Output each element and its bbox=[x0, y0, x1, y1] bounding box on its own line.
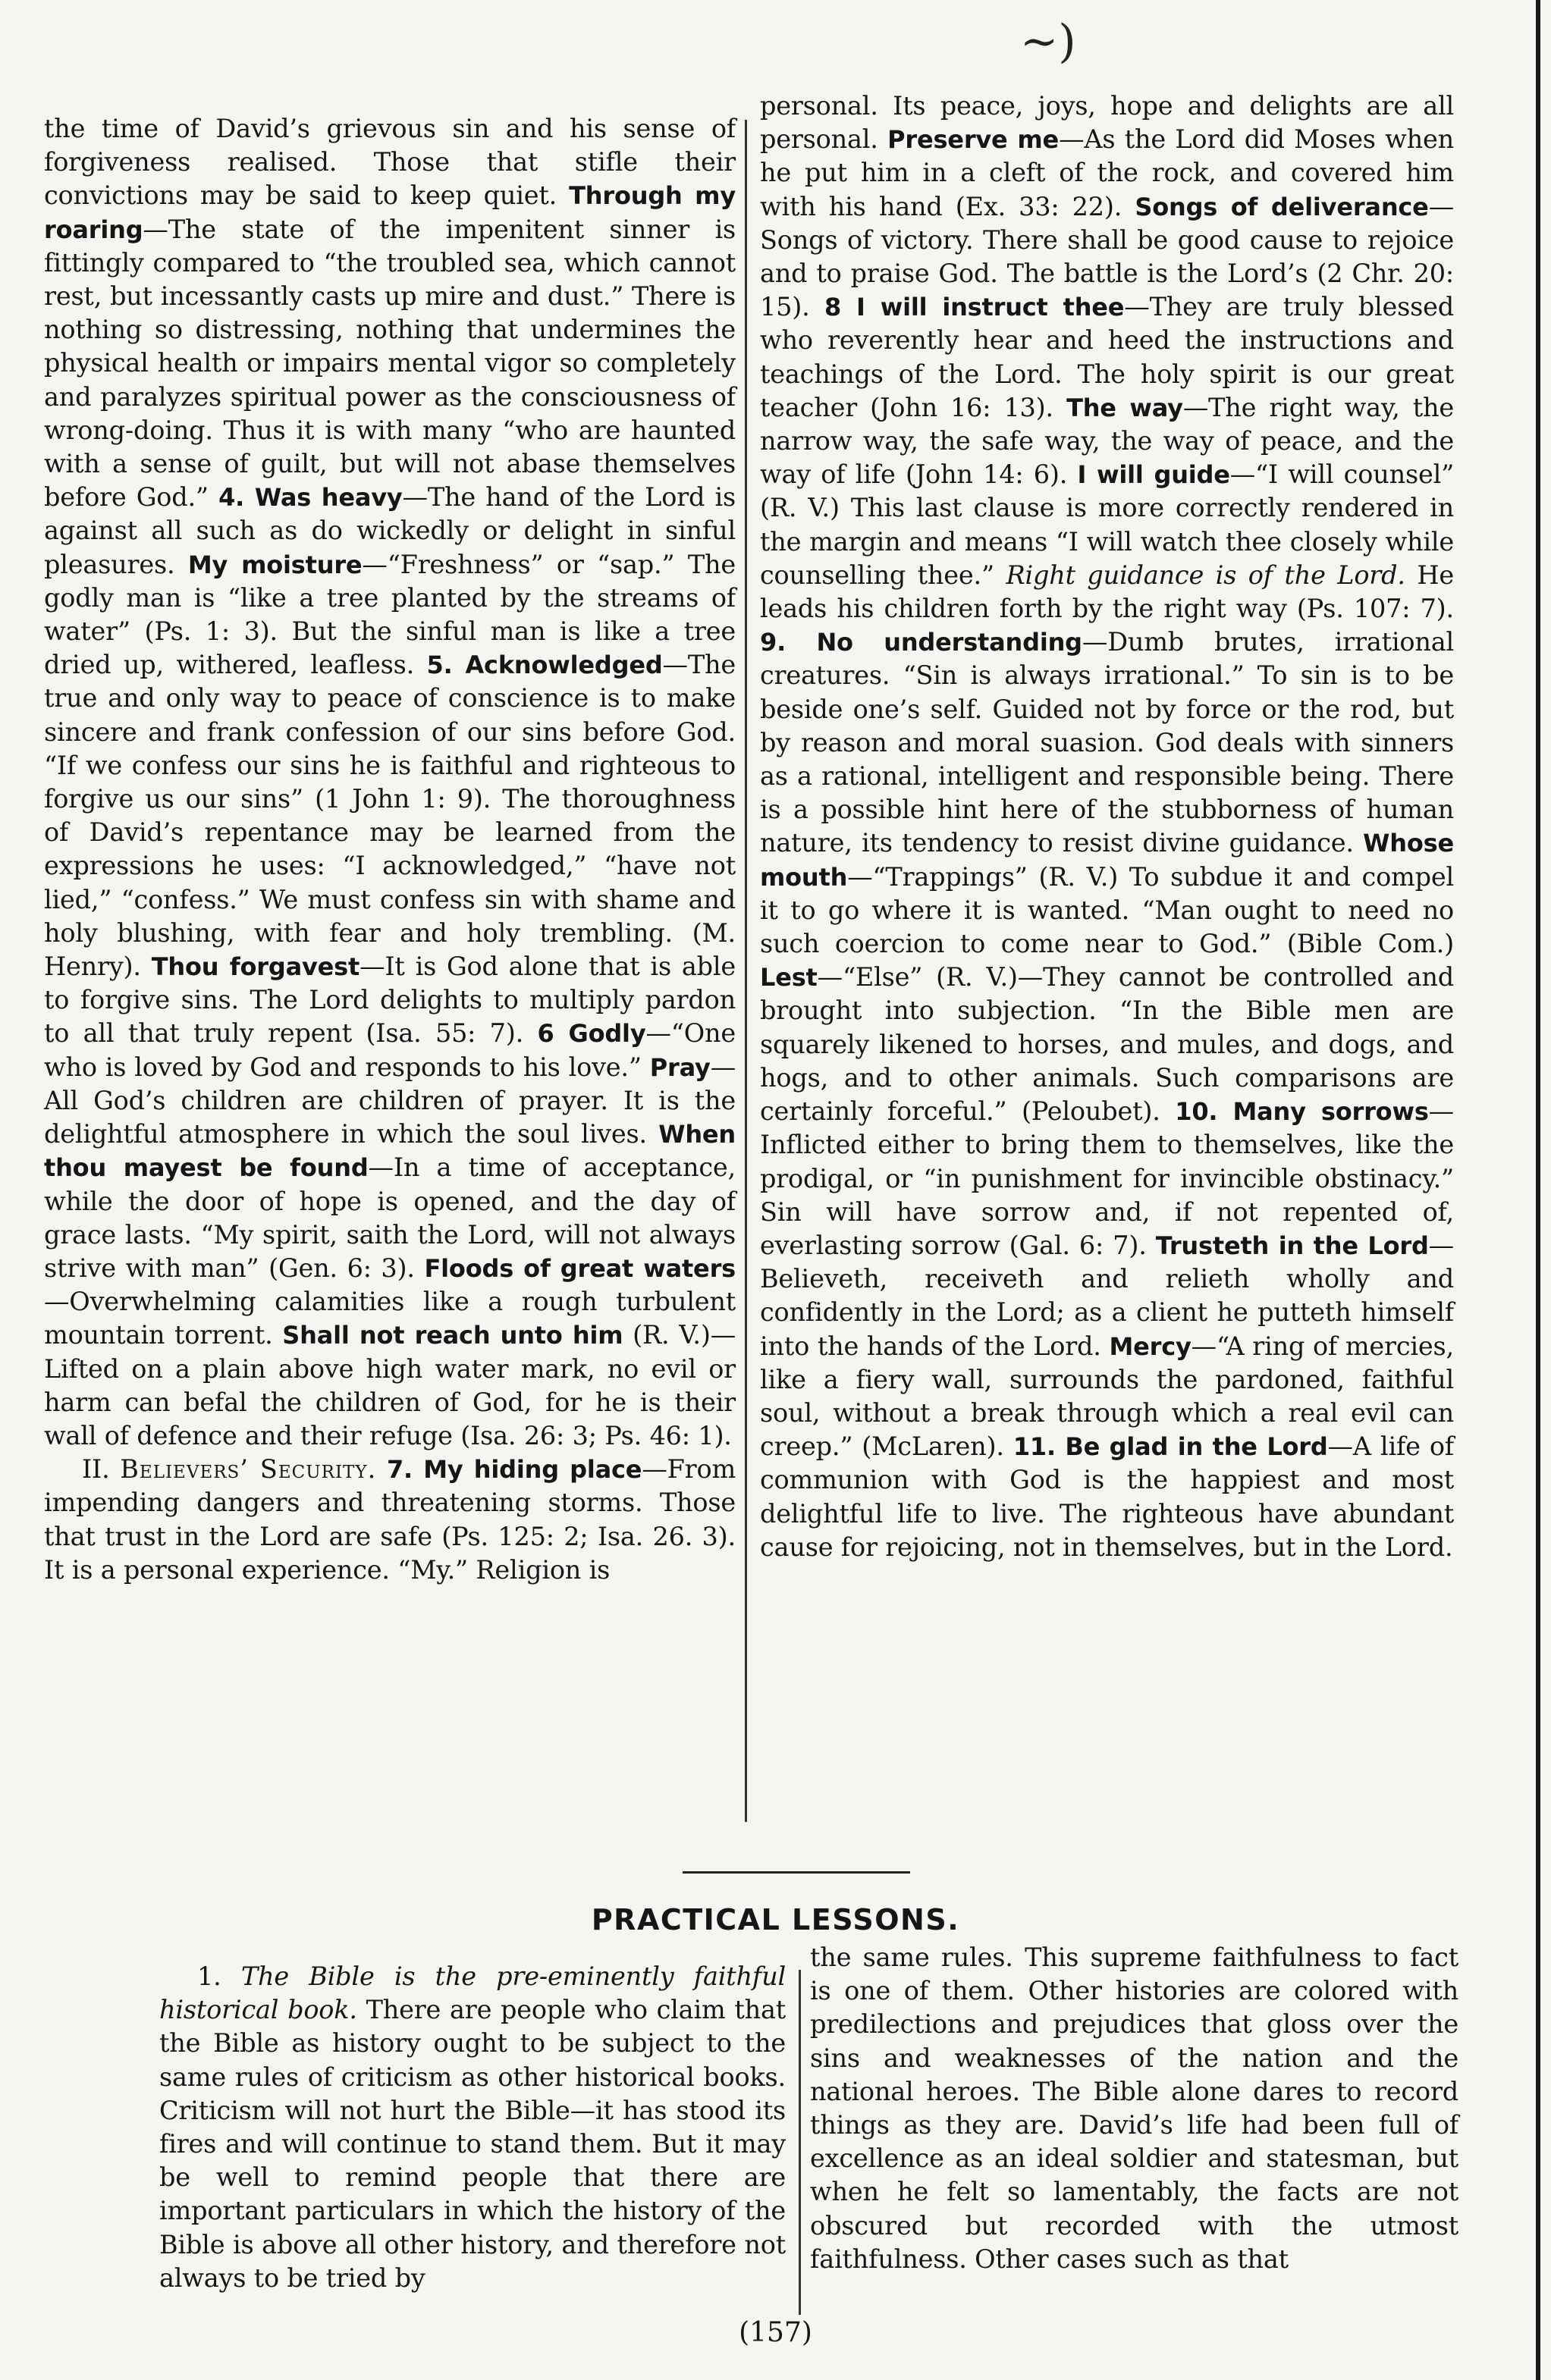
section-heading: PRACTICAL LESSONS. bbox=[591, 1903, 960, 1936]
italic-text: The Bible is the pre-eminently faithful historical book. bbox=[159, 1961, 786, 2025]
headword: Thou forgavest bbox=[151, 952, 360, 982]
body-text: —The hand of the Lord is against all such as do wickedly or delight in sinful pleasures. bbox=[44, 482, 736, 579]
headword: 6 Godly bbox=[537, 1019, 646, 1049]
headword: The way bbox=[1066, 393, 1183, 422]
body-text: —They are truly blessed who reverently hear and heed the instructions and teachings of the Lord. The holy spirit is our great teacher (John 16: 13). bbox=[760, 292, 1454, 422]
headword: My moisture bbox=[187, 550, 363, 579]
page-number: (157) bbox=[739, 2317, 812, 2348]
headword: Preserve me bbox=[887, 125, 1060, 155]
headword: When thou mayest be found bbox=[44, 1120, 736, 1183]
body-text: —“One who is loved by God and responds to his love.” bbox=[44, 1018, 736, 1082]
headword: Through my roaring bbox=[44, 181, 736, 244]
body-text: —The state of the impenitent sinner is fittingly compared to “the troubled sea, which cannot rest, but incessantly casts up mire and dust.” There is nothing so distressing, nothing that undermines the physical health or impairs mental vigor so completely and paralyzes spiritual power as the consciousness of wrong-doing. Thus it is with many “who are haunted with a sense of guilt, but will not abase themselves before God.” bbox=[44, 214, 736, 513]
body-text: —“Else” (R. V.)—They cannot be controlled and brought into subjection. “In the Bible men are squarely likened to horses, and mules, and dogs, and hogs, and to other animals. Such comparisons are certainly forceful.” (Peloubet). bbox=[760, 962, 1454, 1127]
body-text: —Dumb brutes, irrational creatures. “Sin is always irrational.” To sin is to be beside one’s self. Guided not by force or the rod, but by reason and moral suasion. God deals with sinners as a rational, intelligent and responsible being. There is a possible hint here of the stubborness of human nature, its tendency to resist divine guidance. bbox=[760, 627, 1454, 858]
headword: I will guide bbox=[1077, 460, 1230, 490]
headword: Pray bbox=[649, 1052, 711, 1082]
lessons-right-column bbox=[810, 1941, 1458, 2276]
body-text: —“Freshness” or “sap.” The godly man is “like a tree planted by the streams of water” (Ps. 1: 3). But the sinful man is like a tree dried up, withered, leafless. bbox=[44, 549, 736, 680]
body-text: 1. bbox=[197, 1961, 241, 1991]
headword: 7. My hiding place bbox=[386, 1455, 642, 1485]
headword: 5. Acknowledged bbox=[426, 651, 663, 680]
body-text: —As the Lord did Moses when he put him in a cleft of the rock, and covered him with his hand (Ex. 33: 22). bbox=[760, 124, 1454, 221]
body-text: There are people who claim that the Bible as history ought to be subject to the same rules of criticism as other historical books. Criticism will not hurt the Bible—it has stood its fires and will continue to stand them. But it may be well to remind people that there are important particulars in which the history of the Bible is above all other history, and therefore not always to be tried by bbox=[159, 1995, 786, 2293]
body-text: He leads his children forth by the right way (Ps. 107: 7). bbox=[760, 560, 1454, 624]
body-text: —Overwhelming calamities like a rough turbulent mountain torrent. bbox=[44, 1287, 736, 1350]
scan-mark: ~) bbox=[1020, 15, 1076, 68]
body-text: —It is God alone that is able to forgive sins. The Lord delights to multiply pardon to all that truly repent (Isa. 55: 7). bbox=[44, 952, 736, 1049]
left-column bbox=[44, 112, 736, 1587]
body-text: —“Trappings” (R. V.) To subdue it and compel it to go where it is wanted. “Man ought to need no such coercion to come near to God.” (Bible Com.) bbox=[760, 861, 1454, 959]
body-text: —From impending dangers and threatening storms. Those that trust in the Lord are safe (Ps. 125: 2; Isa. 26. 3). It is a personal experience. “My.” Religion is bbox=[44, 1454, 736, 1585]
body-text: —“I will counsel” (R. V.) This last clause is more correctly rendered in the margin and means “I will watch thee closely while counselling thee.” bbox=[760, 459, 1455, 590]
lessons-left-column bbox=[159, 1960, 786, 2295]
body-text: —Songs of victory. There shall be good cause to rejoice and to praise God. The battle is the Lord’s (2 Chr. 20: 15). bbox=[760, 191, 1454, 322]
right-column bbox=[760, 89, 1454, 1564]
headword: Mercy bbox=[1109, 1331, 1192, 1361]
body-text: II. bbox=[82, 1454, 121, 1485]
body-text: the same rules. This supreme faithfulness to fact is one of them. Other histories are colored with predilections and prejudices that gloss over the sins and weaknesses of the nation and the national heroes. The Bible alone dares to record things as they are. David’s life had been full of excellence as an ideal soldier and statesman, but when he felt so lamentably, the facts are not obscured but recorded with the utmost faithfulness. Other cases such as that bbox=[810, 1943, 1458, 2274]
headword: 10. Many sorrows bbox=[1175, 1097, 1429, 1127]
headword: Trusteth in the Lord bbox=[1155, 1231, 1429, 1260]
headword: Lest bbox=[760, 963, 818, 992]
body-text: —The true and only way to peace of conscience is to make sincere and frank confession of our sins before God. “If we confess our sins he is faithful and righteous to forgive us our sins” (1 John 1: 9). The thoroughness of David’s repentance may be learned from the expressions he uses: “I acknowledged,” “have not lied,” “confess.” We must confess sin with shame and holy blushing, with fear and holy trembling. (M. Henry). bbox=[44, 650, 736, 982]
body-text: —All God’s children are children of prayer. It is the delightful atmosphere in which the soul lives. bbox=[44, 1052, 736, 1149]
headword: Songs of deliverance bbox=[1135, 192, 1429, 221]
section-separator bbox=[683, 1871, 910, 1874]
body-text: the time of David’s grievous sin and his sense of forgiveness realised. Those that stifle their convictions may be said to keep quiet. bbox=[44, 114, 736, 211]
body-text: personal. Its peace, joys, hope and delights are all personal. bbox=[760, 91, 1454, 155]
italic-text: Right guidance is of the Lord. bbox=[1006, 560, 1405, 590]
headword: 4. Was heavy bbox=[218, 483, 403, 513]
column-divider-bottom bbox=[799, 1970, 801, 2315]
body-text: —A life of communion with God is the happiest and most delightful life to live. The righteous have abundant cause for rejoicing, not in themselves, but in the Lord. bbox=[760, 1431, 1454, 1562]
body-text: —In a time of acceptance, while the door of hope is opened, and the day of grace lasts. “My spirit, saith the Lord, will not always strive with man” (Gen. 6: 3). bbox=[44, 1152, 736, 1283]
body-text: (R. V.)—Lifted on a plain above high water mark, no evil or harm can befal the children of God, for he is their wall of defence and their refuge (Isa. 26: 3; Ps. 46: 1). bbox=[44, 1320, 736, 1450]
column-divider-top bbox=[745, 120, 747, 1822]
body-text bbox=[376, 1454, 387, 1484]
body-text: —Inflicted either to bring them to themselves, like the prodigal, or “in punishment for invincible obstinacy.” Sin will have sorrow and, if not repented of, everlasting sorrow (Gal. 6: 7). bbox=[760, 1096, 1454, 1260]
page-edge-shadow bbox=[1536, 0, 1540, 2380]
body-text: —“A ring of mercies, like a fiery wall, surrounds the pardoned, faithful soul, without a break through which a real evil can creep.” (McLaren). bbox=[760, 1331, 1454, 1462]
body-text: —The right way, the narrow way, the safe way, the way of peace, and the way of life (John 14: 6). bbox=[760, 392, 1454, 490]
headword: Floods of great waters bbox=[424, 1253, 736, 1283]
body-text: —Believeth, receiveth and relieth wholly and confidently in the Lord; as a client he putteth himself into the hands of the Lord. bbox=[760, 1230, 1454, 1361]
headword: 11. Be glad in the Lord bbox=[1013, 1432, 1328, 1462]
headword: Whose mouth bbox=[760, 829, 1454, 892]
section-label: Believers’ Security. bbox=[120, 1454, 377, 1485]
headword: Shall not reach unto him bbox=[282, 1321, 623, 1350]
headword: 9. No understanding bbox=[760, 628, 1082, 657]
headword: 8 I will instruct thee bbox=[824, 293, 1125, 322]
